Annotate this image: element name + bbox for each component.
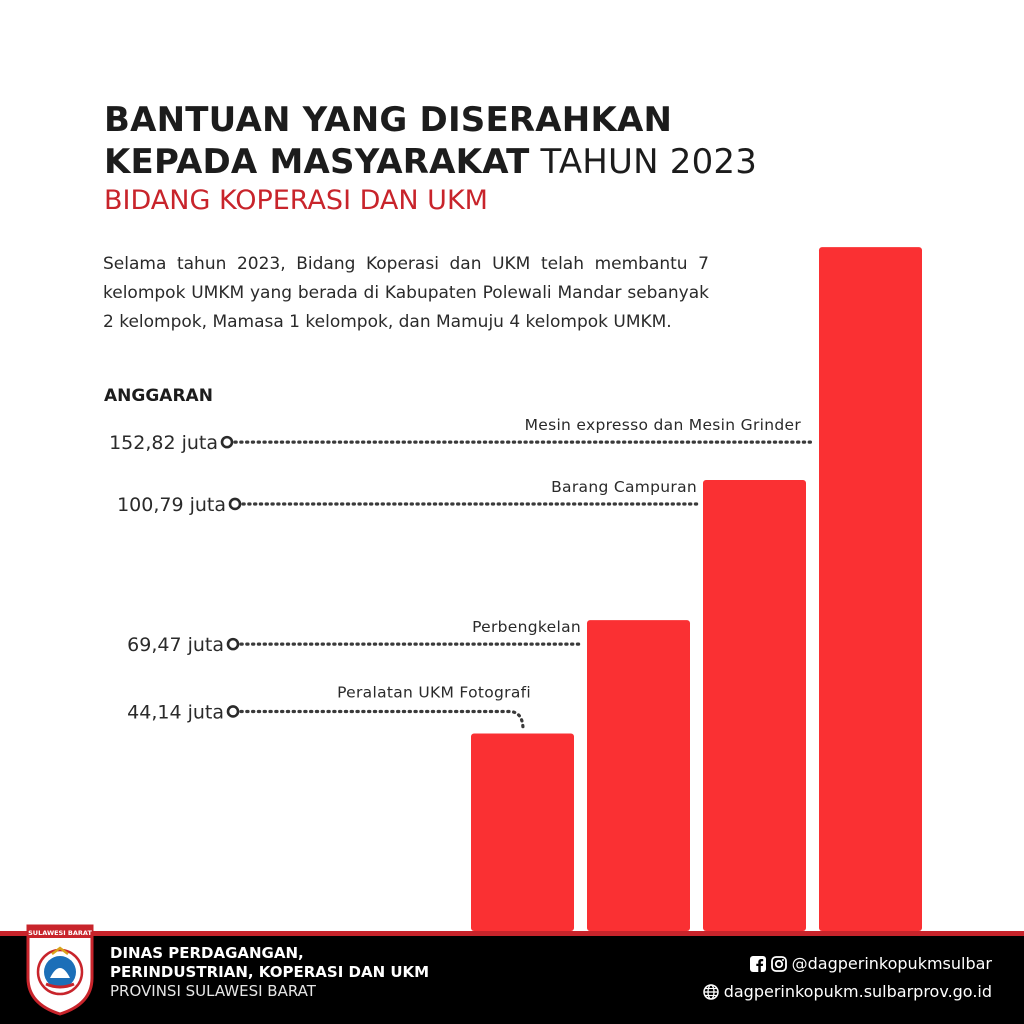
value-marker-3 (230, 499, 240, 509)
value-label-3: 100,79 juta (117, 493, 226, 516)
org-line-1: DINAS PERDAGANGAN, (110, 944, 304, 962)
svg-text:SULAWESI BARAT: SULAWESI BARAT (28, 929, 92, 937)
category-label-2: Perbengkelan (472, 618, 581, 637)
bar-3 (703, 480, 806, 931)
value-label-1: 44,14 juta (127, 701, 224, 724)
category-label-3: Barang Campuran (551, 477, 697, 496)
social-handle[interactable]: @dagperinkopukmsulbar (791, 954, 992, 973)
category-label-1: Peralatan UKM Fotografi (337, 683, 531, 702)
sulawesi-barat-emblem (22, 920, 98, 1016)
title-line-1-text: BANTUAN YANG DISERAHKAN (104, 100, 673, 140)
budget-axis-label: ANGGARAN (104, 386, 213, 406)
instagram-icon[interactable] (771, 956, 787, 972)
title-line-2-bold: KEPADA MASYARAKAT (104, 142, 530, 182)
value-marker-2 (228, 639, 238, 649)
globe-icon[interactable] (703, 984, 719, 1000)
org-line-2: PERINDUSTRIAN, KOPERASI DAN UKM (110, 963, 430, 981)
title-line-2-year: TAHUN 2023 (529, 142, 758, 182)
subtitle: BIDANG KOPERASI DAN UKM (104, 185, 488, 216)
website-contact[interactable] (703, 982, 992, 1001)
intro-paragraph: Selama tahun 2023, Bidang Koperasi dan UKM telah membantu 7 kelompok UMKM yang berada di Kabupaten Polewali Mandar sebanyak 2 kelompok, Mamasa 1 kelompok, dan Mamuju 4 kelompok UMKM. (103, 254, 709, 332)
facebook-icon[interactable] (750, 956, 766, 972)
social-contact[interactable] (750, 954, 992, 973)
category-label-4: Mesin expresso dan Mesin Grinder (524, 416, 801, 435)
organization-name (110, 944, 429, 1001)
value-label-4: 152,82 juta (109, 432, 218, 455)
bar-2 (587, 620, 690, 931)
value-marker-1 (228, 706, 238, 716)
org-line-3: PROVINSI SULAWESI BARAT (110, 982, 316, 1000)
bar-1 (471, 733, 574, 931)
bar-4 (819, 247, 922, 931)
value-label-2: 69,47 juta (127, 634, 224, 657)
connector-line-1 (241, 711, 523, 729)
website-url[interactable]: dagperinkopukm.sulbarprov.go.id (723, 982, 992, 1001)
value-marker-4 (222, 437, 232, 447)
